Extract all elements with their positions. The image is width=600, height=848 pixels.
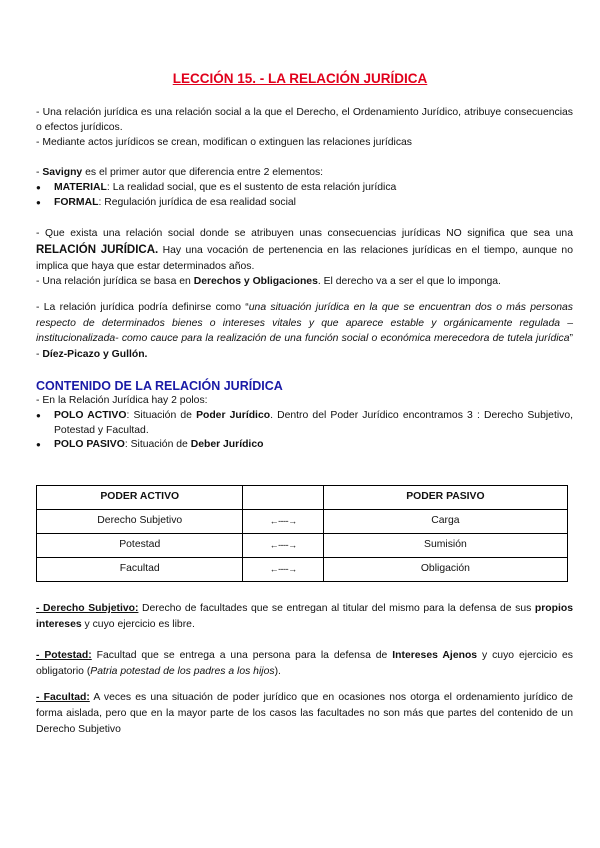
intro-line-1: - Una relación jurídica es una relación social a la que el Derecho, el Ordenamiento Jurídico, atribuye consecuencias o efectos jurídicos. [36,107,573,133]
list-item-polo-pasivo [36,438,573,453]
polo-pasivo-term: POLO PASIVO [54,439,125,451]
savigny-block [36,166,573,210]
intro-block [36,106,573,150]
polo-pasivo-d1: : Situación de [124,439,191,451]
polo-activo-d2: . Dentro del Poder Jurídico encontramos 3 : Derecho Subjetivo, Potestad y Facultad. [54,409,574,436]
header-empty [243,486,323,510]
definition-authors: Díez-Picazo y Gullón. [42,348,148,360]
facultad-text1: A veces es una situación de poder jurídico que en ocasiones nos otorga el ordenamiento jurídico de forma aislada, pero que en la mayor parte de los casos las facultades no son más que partes del contenido de un Derecho Subjetivo [36,692,573,735]
potestad-paragraph [36,648,573,680]
savigny-pre: - [36,167,43,178]
cell-arrow: ←----→ [243,534,323,558]
item-term: MATERIAL [54,181,107,193]
intro-line-2: - Mediante actos jurídicos se crean, modifican o extinguen las relaciones jurídicas [36,136,412,148]
potestad-italic: Patria potestad de los padres a los hijos [90,666,275,677]
definition-pre: - La relación jurídica podría definirse como “ [36,302,249,313]
existence-block [36,226,573,290]
potestad-text3: ). [274,666,281,677]
cell-pasivo: Obligación [323,558,567,582]
contenido-intro: - En la Relación Jurídica hay 2 polos: [36,395,208,406]
polo-activo-bold: Poder Jurídico [196,409,271,421]
existence-p1-bold: RELACIÓN JURÍDICA. [36,244,159,256]
poder-table [36,485,568,582]
definition-paragraph [36,300,573,362]
existence-p1-post: Hay una vocación de pertenencia en las relaciones jurídicas en el tiempo, aunque no implica que haya que estar determinados años. [36,245,573,272]
cell-pasivo: Carga [323,510,567,534]
definition-block [36,300,573,362]
page-title: LECCIÓN 15. - LA RELACIÓN JURÍDICA [172,71,428,86]
polos-list [36,409,573,453]
item-desc: : La realidad social, que es el sustento de esta relación jurídica [106,181,397,193]
cell-activo: Facultad [37,558,243,582]
list-item [36,196,573,211]
table-header-row [37,486,568,510]
savigny-post: es el primer autor que diferencia entre 2 elementos: [82,167,324,178]
list-item [36,181,573,196]
polo-activo-d1: : Situación de [126,409,197,421]
section-heading: CONTENIDO DE LA RELACIÓN JURÍDICA [36,379,283,393]
polo-activo-term: POLO ACTIVO [54,409,127,421]
polo-pasivo-bold: Deber Jurídico [190,439,264,451]
derecho-subjetivo-bold: propios intereses [36,603,573,630]
cell-activo: Derecho Subjetivo [37,510,243,534]
existence-p2-pre: - Una relación jurídica se basa en [36,276,194,287]
savigny-name: Savigny [42,167,83,178]
potestad-bold: Intereses Ajenos [392,650,478,661]
derecho-subjetivo-text2: y cuyo ejercicio es libre. [81,619,195,630]
item-desc: : Regulación jurídica de esa realidad social [98,196,296,208]
facultad-paragraph [36,690,573,738]
potestad-label: - Potestad: [36,650,92,661]
derecho-subjetivo-text1: Derecho de facultades que se entregan al titular del mismo para la defensa de sus [138,603,535,614]
existence-p2-bold: Derechos y Obligaciones [193,276,318,287]
facultad-block [36,690,573,738]
list-item-polo-activo [36,409,573,439]
cell-arrow: ←----→ [243,510,323,534]
savigny-list [36,181,573,211]
potestad-text1: Facultad que se entrega a una persona para la defensa de [91,650,393,661]
cell-pasivo: Sumisión [323,534,567,558]
table-row [37,534,568,558]
definition-close: ” - [36,333,573,360]
cell-arrow: ←----→ [243,558,323,582]
existence-paragraph-1 [36,226,573,275]
cell-activo: Potestad [37,534,243,558]
contenido-block [36,378,573,453]
header-poder-activo: PODER ACTIVO [37,486,243,510]
derecho-subjetivo-label: - Derecho Subjetivo: [36,603,139,614]
facultad-label: - Facultad: [36,692,90,703]
table-row [37,558,568,582]
potestad-text2: y cuyo ejercicio es obligatorio ( [36,650,573,677]
derecho-subjetivo-block [36,601,573,633]
potestad-block [36,648,573,680]
existence-paragraph-2 [36,275,573,290]
table-row [37,510,568,534]
derecho-subjetivo-paragraph [36,601,573,633]
header-poder-pasivo: PODER PASIVO [323,486,567,510]
existence-p2-post: . El derecho va a ser el que lo imponga. [317,276,501,287]
existence-p1-pre: - Que exista una relación social donde se atribuyen unas consecuencias jurídicas NO significa que sea una [36,228,573,239]
item-term: FORMAL [54,196,99,208]
definition-quote: una situación jurídica en la que se encuentran dos o más personas respecto de determinados bienes o intereses vitales y que aparece estable y orgánicamente regulada – institucionalizada- como cauce para la realización de una función social o económica merecedora de tutela jurídica [36,302,574,345]
savigny-paragraph [36,166,573,181]
